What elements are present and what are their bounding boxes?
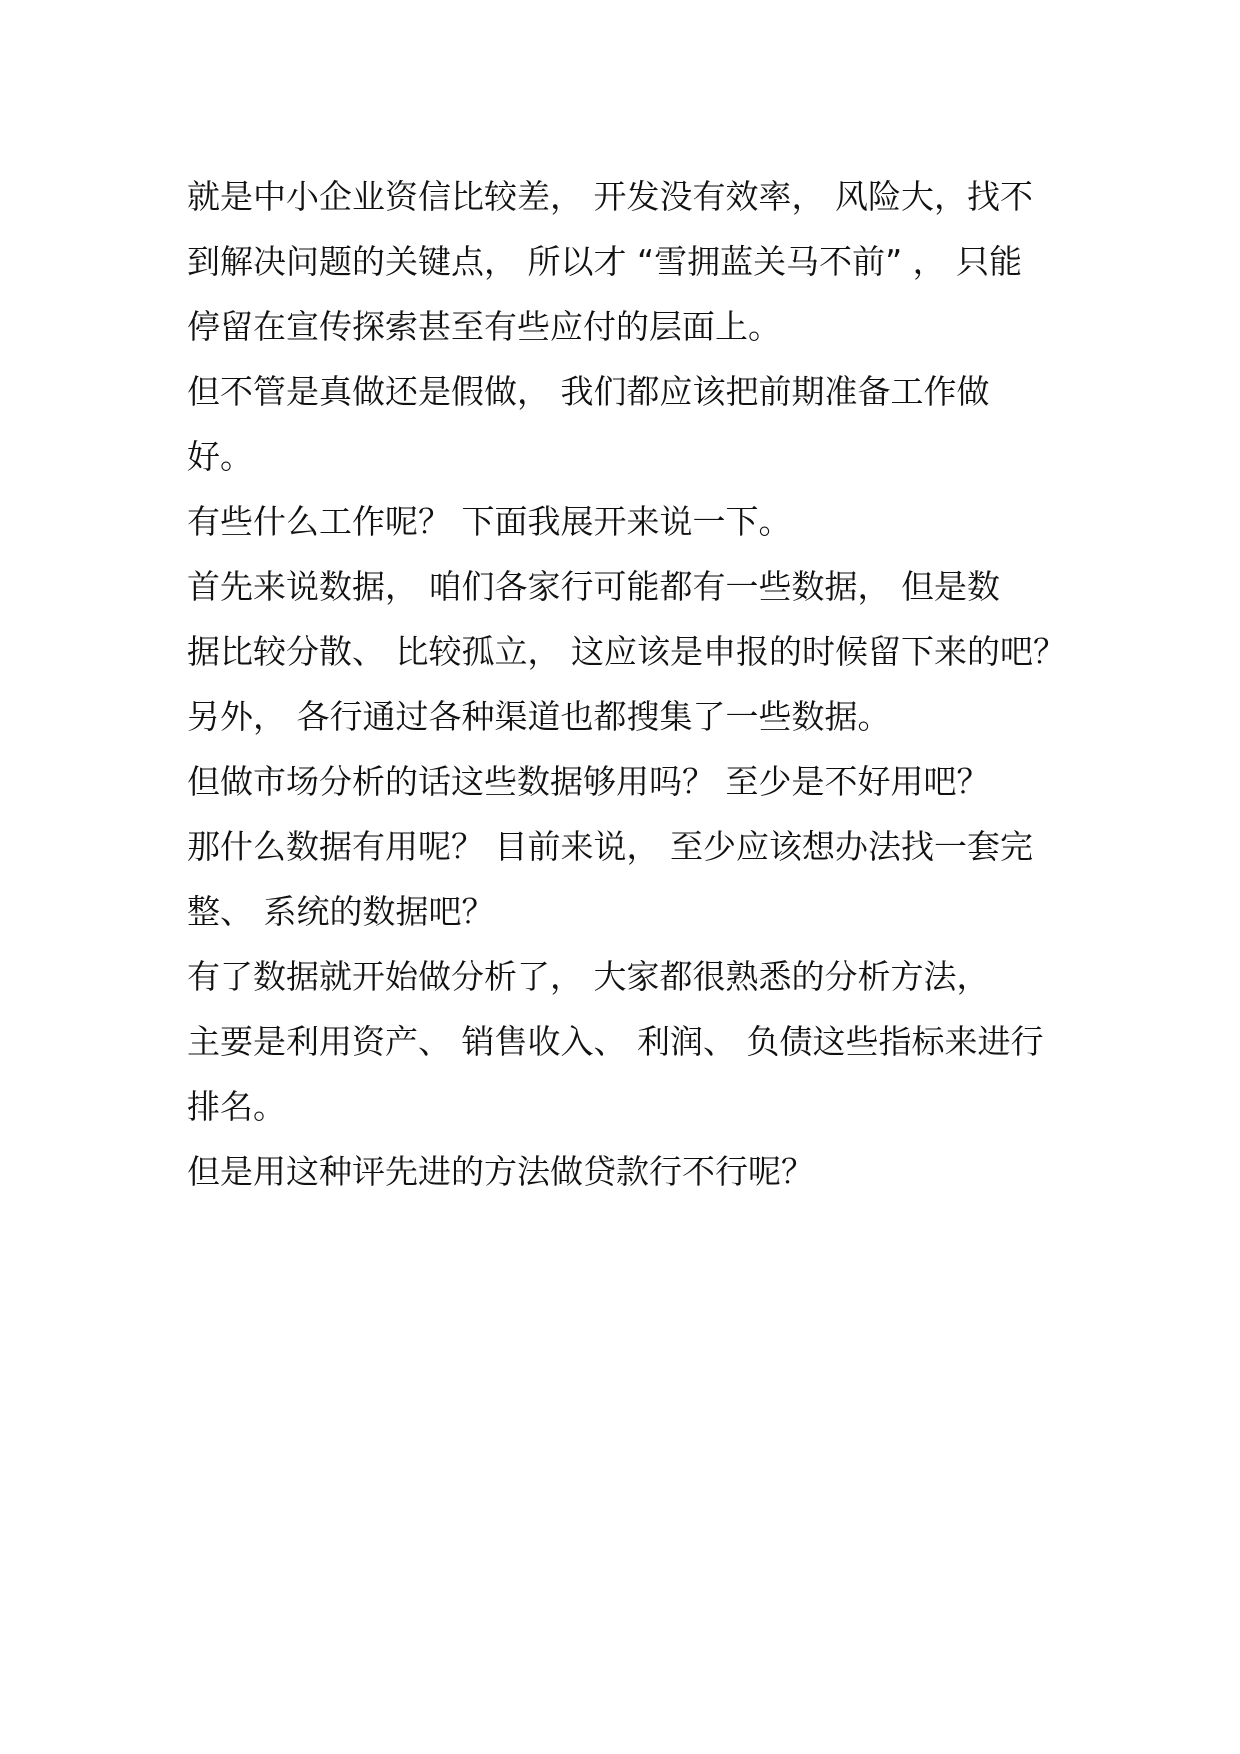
text-line: 有些什么工作呢？ 下面我展开来说一下。: [187, 502, 792, 541]
text-line: 但是用这种评先进的方法做贷款行不行呢？: [187, 1152, 814, 1191]
text-line: 那什么数据有用呢？ 目前来说， 至少应该想办法找一套完: [187, 827, 1033, 866]
text-line: 好。: [187, 437, 253, 476]
text-line: 整、 系统的数据吧？: [187, 892, 495, 931]
text-line: 首先来说数据， 咱们各家行可能都有一些数据， 但是数: [187, 567, 1000, 606]
text-line: 但做市场分析的话这些数据够用吗？ 至少是不好用吧？: [187, 762, 990, 801]
text-line: 据比较分散、 比较孤立， 这应该是申报的时候留下来的吧？: [187, 632, 1066, 671]
text-line: 但不管是真做还是假做， 我们都应该把前期准备工作做: [187, 372, 990, 411]
text-line: 排名。: [187, 1087, 286, 1126]
body-text: [187, 164, 1087, 1204]
text-line: 主要是利用资产、 销售收入、 利润、 负债这些指标来进行: [187, 1022, 1044, 1061]
text-line: 就是中小企业资信比较差， 开发没有效率， 风险大，找不: [187, 177, 1033, 216]
text-line: 停留在宣传探索甚至有些应付的层面上。: [187, 307, 781, 346]
text-line: 到解决问题的关键点， 所以才 “雪拥蓝关马不前” ， 只能: [187, 242, 1023, 281]
text-line: 有了数据就开始做分析了， 大家都很熟悉的分析方法，: [187, 957, 990, 996]
text-line: 另外， 各行通过各种渠道也都搜集了一些数据。: [187, 697, 891, 736]
